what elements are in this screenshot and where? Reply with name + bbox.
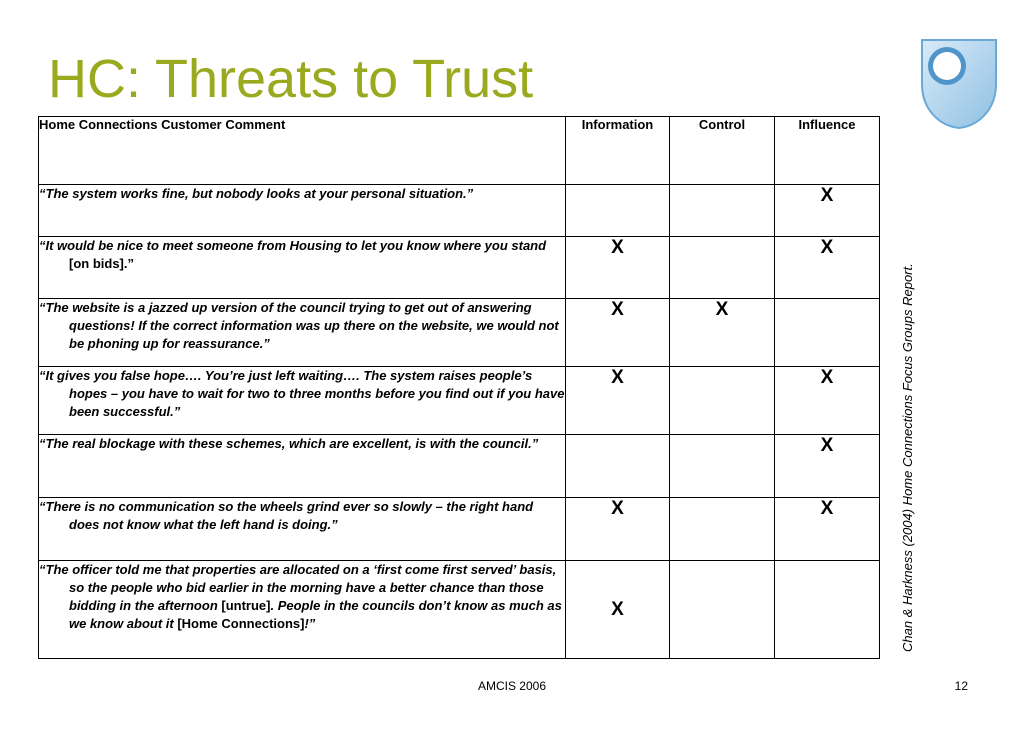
influence-mark-cell: X: [775, 237, 880, 299]
comment-text: . People in the councils don’t know as much as we know about it: [69, 598, 562, 631]
customer-comment-cell: [39, 237, 566, 299]
information-mark-cell: X: [566, 561, 670, 659]
influence-mark-cell: X: [775, 367, 880, 435]
header-influence: Influence: [775, 117, 880, 185]
control-mark-cell: [670, 435, 775, 498]
table-row: [39, 299, 880, 367]
control-mark-cell: [670, 237, 775, 299]
comment-text: “It gives you false hope…. You’re just left waiting…. The system raises people’s hopes – you have to wait for two to three months before you find out if you have been successful.”: [39, 368, 565, 419]
source-citation: Chan & Harkness (2004) Home Connections Focus Groups Report.: [900, 263, 915, 652]
control-mark-cell: [670, 367, 775, 435]
control-mark-cell: [670, 561, 775, 659]
page-number: 12: [954, 679, 968, 693]
influence-mark-cell: [775, 299, 880, 367]
table-row: [39, 237, 880, 299]
header-comment: Home Connections Customer Comment: [39, 117, 566, 185]
customer-comment-cell: [39, 561, 566, 659]
slide-title: HC: Threats to Trust: [48, 49, 534, 109]
table-row: [39, 185, 880, 237]
comment-text: “It would be nice to meet someone from Housing to let you know where you stand: [39, 238, 547, 253]
control-mark-cell: [670, 185, 775, 237]
header-control: Control: [670, 117, 775, 185]
influence-mark-cell: X: [775, 435, 880, 498]
comment-text: “There is no communication so the wheels grind ever so slowly – the right hand does not know what the left hand is doing.”: [39, 499, 534, 532]
table-row: [39, 367, 880, 435]
control-mark-cell: [670, 498, 775, 561]
comment-text: [untrue]: [221, 598, 271, 613]
comment-text: “The officer told me that properties are allocated on a ‘first come first served’ basis, so the people who bid earlier in the morning have a better chance than those bidding in the afternoon: [39, 562, 557, 613]
information-mark-cell: X: [566, 498, 670, 561]
information-mark-cell: X: [566, 299, 670, 367]
customer-comment-cell: [39, 435, 566, 498]
table-row: [39, 435, 880, 498]
influence-mark-cell: X: [775, 185, 880, 237]
comment-text: [Home Connections]: [177, 616, 305, 631]
information-mark-cell: X: [566, 367, 670, 435]
control-mark-cell: X: [670, 299, 775, 367]
table-header-row: [39, 117, 880, 185]
information-mark-cell: X: [566, 237, 670, 299]
comment-text: “The system works fine, but nobody looks at your personal situation.”: [39, 186, 474, 201]
footer-conference: AMCIS 2006: [477, 679, 547, 693]
comment-text: !”: [304, 616, 316, 631]
header-information: Information: [566, 117, 670, 185]
customer-comment-cell: [39, 498, 566, 561]
information-mark-cell: [566, 185, 670, 237]
comment-text: [on bids].”: [69, 256, 134, 271]
information-mark-cell: [566, 435, 670, 498]
threats-table: [38, 116, 880, 659]
table-row: [39, 561, 880, 659]
comment-text: “The website is a jazzed up version of the council trying to get out of answering questions! If the correct information was up there on the website, we would not be phoning up for reassurance.”: [39, 300, 559, 351]
comment-text: “The real blockage with these schemes, which are excellent, is with the council.”: [39, 436, 539, 451]
customer-comment-cell: [39, 367, 566, 435]
influence-mark-cell: X: [775, 498, 880, 561]
university-shield-logo: [920, 38, 998, 130]
customer-comment-cell: [39, 299, 566, 367]
customer-comment-cell: [39, 185, 566, 237]
influence-mark-cell: [775, 561, 880, 659]
table-row: [39, 498, 880, 561]
